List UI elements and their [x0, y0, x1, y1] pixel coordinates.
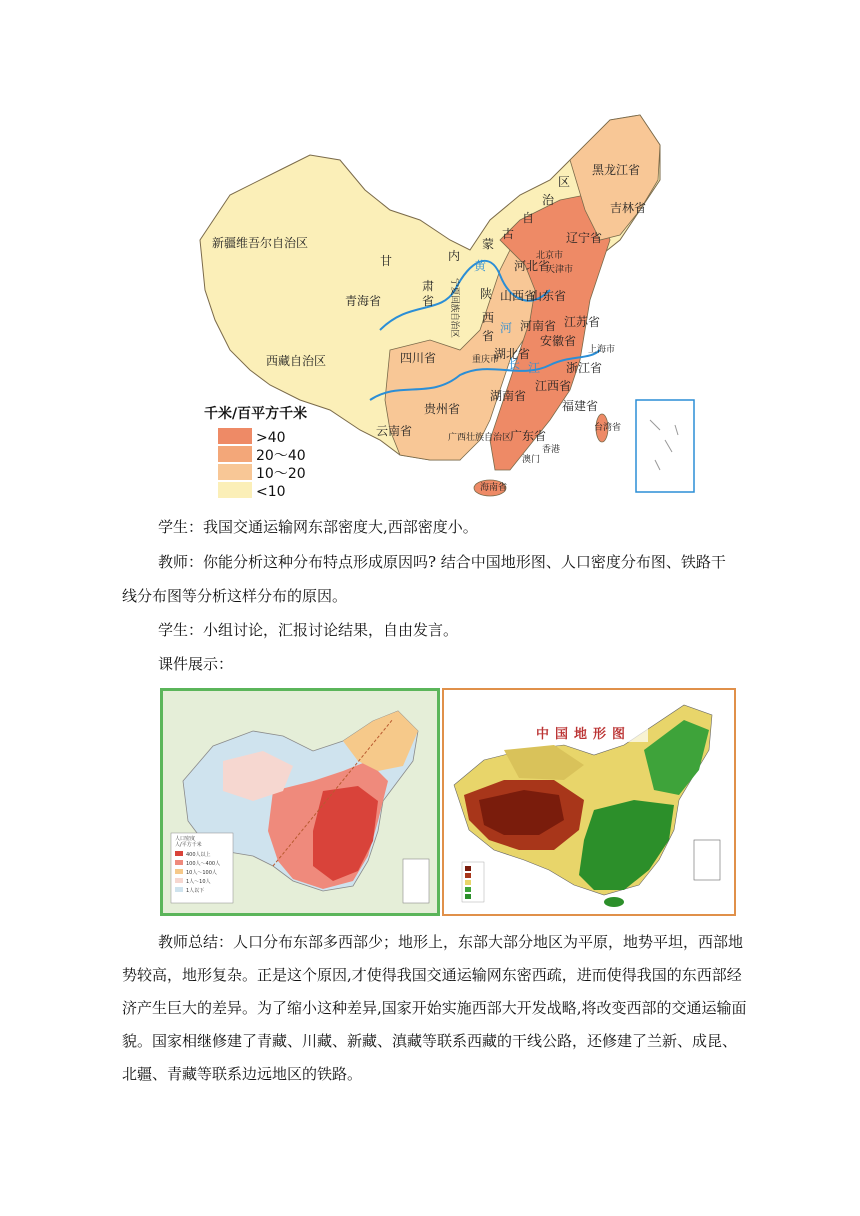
label-gansu-3: 省	[422, 294, 435, 308]
label-huanghe: 黄	[474, 259, 487, 273]
label-ningxia: 宁夏回族自治区	[449, 278, 459, 338]
paragraph-teacher-question-line2: 线分布图等分析这样分布的原因。	[122, 587, 348, 605]
label-yunnan: 云南省	[376, 424, 413, 438]
label-liaoning: 辽宁省	[566, 231, 603, 245]
label-jiangsu: 江苏省	[564, 315, 601, 329]
label-henan: 河南省	[520, 319, 557, 333]
label-shaanxi-3: 省	[482, 329, 495, 343]
label-guangdong: 广东省	[510, 429, 547, 443]
population-legend-3: 10人～100人	[186, 870, 217, 876]
label-jiang: 江	[528, 361, 541, 375]
label-taiwan: 台湾省	[594, 423, 622, 433]
population-legend	[171, 833, 233, 903]
label-xizang: 西藏自治区	[266, 354, 327, 368]
label-neimeng-6: 区	[558, 175, 571, 189]
topographic-map-title: 中国地形图	[536, 727, 632, 742]
legend-swatch-2	[218, 446, 252, 462]
label-neimeng-3: 古	[502, 227, 515, 241]
population-legend-1: 400人以上	[186, 852, 211, 858]
legend-title: 千米/百平方千米	[204, 406, 308, 422]
label-hunan: 湖南省	[490, 389, 527, 403]
label-qinghai: 青海省	[345, 294, 382, 308]
label-aomen: 澳门	[522, 455, 541, 465]
label-zhejiang: 浙江省	[566, 361, 603, 375]
label-beijing: 北京市	[536, 251, 564, 261]
paragraph-courseware: 课件展示：	[158, 655, 234, 673]
label-neimeng-5: 治	[542, 193, 555, 207]
legend-label-1: >40	[256, 430, 286, 446]
legend	[218, 428, 306, 500]
label-sichuan: 四川省	[400, 351, 437, 365]
label-neimeng-1: 内	[448, 249, 461, 263]
label-gansu-1: 甘	[380, 254, 393, 268]
legend-swatch-4	[218, 482, 252, 498]
legend-label-4: <10	[256, 484, 286, 500]
population-legend-5: 1人以下	[186, 888, 205, 894]
label-shaanxi-2: 西	[482, 311, 495, 325]
label-xianggang: 香港	[542, 445, 561, 455]
label-jiangxi: 江西省	[535, 379, 572, 393]
label-hubei: 湖北省	[494, 347, 531, 361]
population-legend-2: 100人～400人	[186, 861, 221, 867]
label-guizhou: 贵州省	[424, 402, 461, 416]
label-jilin: 吉林省	[610, 201, 647, 215]
label-shanxi: 山西省	[500, 289, 537, 303]
label-shanghai: 上海市	[588, 345, 616, 355]
population-density-map	[160, 688, 440, 916]
label-neimeng-2: 蒙	[482, 237, 495, 251]
label-gansu-2: 肃	[422, 279, 435, 293]
paragraph-teacher-summary: 教师总结：人口分布东部多西部少；地形上，东部大部分地区为平原，地势平坦，西部地势较高，地形复杂。正是这个原因,才使得我国交通运输网东密西疏，进而使得我国的东西部经济产生巨大的差异。为了缩小这种差异,国家开始实施西部大开发战略,将改变西部的交通运输面貌。国家相继修建了青藏、川藏、新藏、滇藏等联系西藏的干线公路，还修建了兰新、成昆、北疆、青藏等联系边远地区的铁路。	[122, 933, 747, 1083]
paragraph-teacher-question-line1: 教师：你能分析这种分布特点形成原因吗? 结合中国地形图、人口密度分布图、铁路干	[158, 553, 726, 571]
label-neimeng-4: 自	[522, 211, 535, 225]
legend-label-2: 20～40	[256, 448, 306, 464]
label-hainan: 海南省	[480, 483, 508, 493]
legend-swatch-3	[218, 464, 252, 480]
label-shaanxi-1: 陕	[480, 287, 493, 301]
paragraph-student-2: 学生：小组讨论，汇报讨论结果，自由发言。	[158, 621, 459, 639]
label-he: 河	[500, 321, 513, 335]
south-china-sea-inset	[636, 400, 694, 492]
label-heilongjiang: 黑龙江省	[592, 163, 641, 177]
railway-density-map	[190, 100, 710, 500]
label-guangxi: 广西壮族自治区	[448, 433, 512, 443]
china-topographic-map	[442, 688, 736, 916]
label-hebei: 河北省	[514, 259, 551, 273]
population-legend-4: 1人～10人	[186, 879, 211, 885]
paragraph-student-1: 学生：我国交通运输网东部密度大,西部密度小。	[158, 518, 478, 536]
label-tianjin: 天津市	[546, 265, 574, 275]
legend-swatch-1	[218, 428, 252, 444]
label-chongqing: 重庆市	[472, 355, 500, 365]
legend-label-3: 10～20	[256, 466, 306, 482]
label-anhui: 安徽省	[540, 334, 577, 348]
population-legend-title: 人口密度	[175, 836, 196, 842]
label-xinjiang: 新疆维吾尔自治区	[212, 236, 309, 250]
label-fujian: 福建省	[562, 399, 599, 413]
label-changjiang: 长	[508, 357, 521, 371]
population-legend-unit: 人/平方千米	[175, 842, 202, 848]
label-shandong: 山东省	[530, 289, 567, 303]
